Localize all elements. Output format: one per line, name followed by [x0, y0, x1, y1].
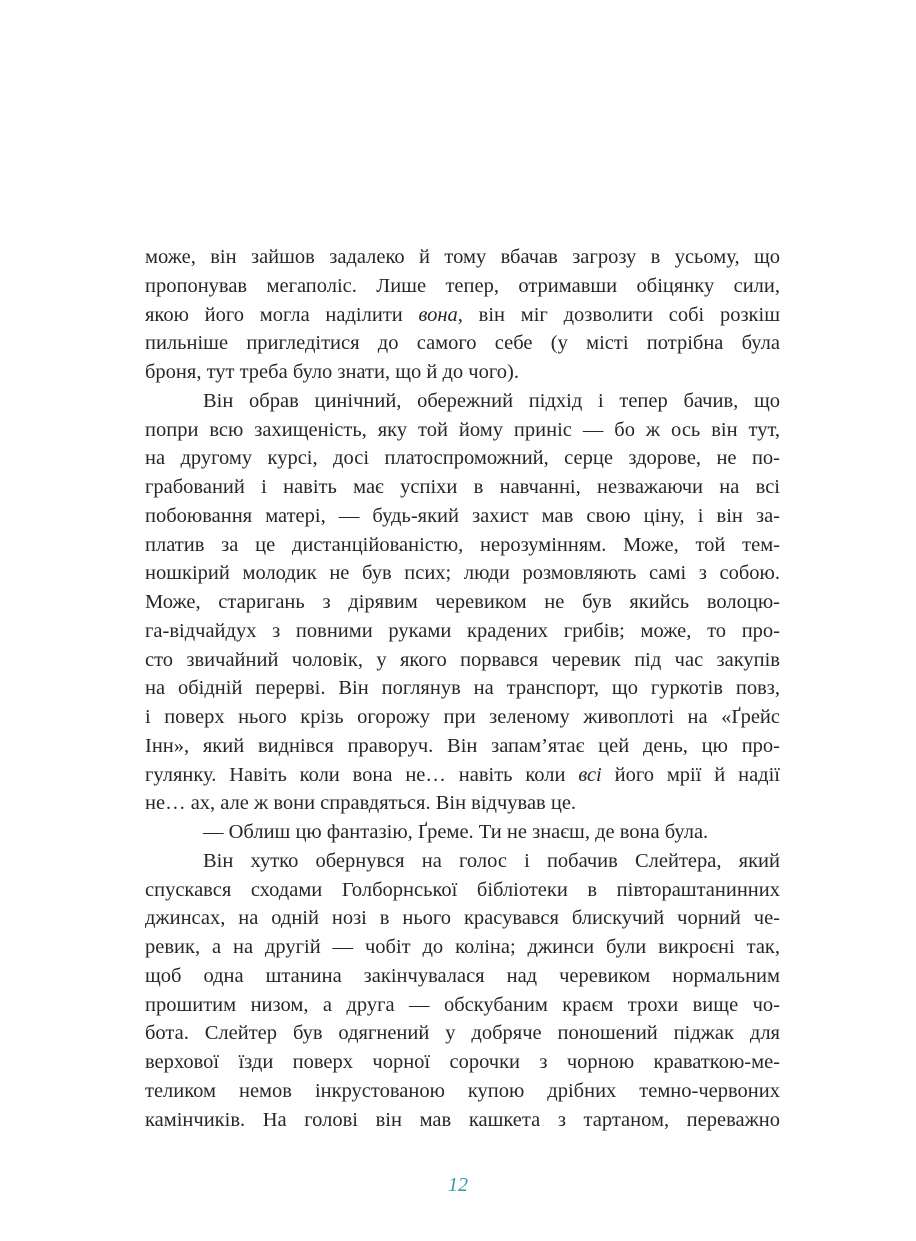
text-line: [145, 1048, 780, 1077]
text-segment: бота. Слейтер був одягнений у добряче поношений піджак для: [145, 1022, 780, 1045]
text-line: [145, 1077, 780, 1106]
text-segment: — Облиш цю фантазію, Ґреме. Ти не знаєш, де вона була.: [203, 821, 709, 843]
text-line: [145, 243, 780, 272]
text-line: [145, 761, 780, 790]
text-segment: сто звичайний чоловік, у якого порвався черевик під час закупів: [145, 648, 780, 671]
text-line: [145, 444, 780, 473]
text-line: [145, 531, 780, 560]
text-line: [145, 502, 780, 531]
text-line: [145, 933, 780, 962]
text-line: [145, 617, 780, 646]
text-segment: якою його могла наділити: [145, 303, 419, 326]
text-segment: на обідній перерві. Він поглянув на транспорт, що гуркотів повз,: [145, 677, 780, 700]
page-number: 12: [448, 1174, 468, 1196]
text-segment: гулянку. Навіть коли вона не… навіть коли: [145, 763, 579, 786]
text-segment: попри всю захищеність, яку той йому приніс — бо ж ось він тут,: [145, 418, 780, 441]
text-line: [145, 473, 780, 502]
text-segment: не… ах, але ж вони справдяться. Він відчував це.: [145, 792, 577, 815]
text-segment: броня, тут треба було знати, що й до чого).: [145, 361, 519, 383]
emphasized-text: вона: [418, 303, 458, 326]
text-segment: платив за це дистанційованістю, нерозумінням. Може, той тем-: [145, 533, 780, 556]
text-segment: на другому курсі, досі платоспроможний, серце здорове, не по-: [145, 447, 780, 470]
text-segment: пропонував мегаполіс. Лише тепер, отримавши обіцянку сили,: [145, 274, 780, 297]
text-segment: Може, старигань з дірявим черевиком не був якийсь волоцю-: [145, 591, 780, 613]
text-line: [145, 876, 780, 905]
text-line: [145, 991, 780, 1020]
text-segment: джинсах, на одній нозі в нього красувався блискучий чорний че-: [145, 907, 780, 930]
text-line: [145, 847, 780, 876]
emphasized-text: всі: [578, 763, 602, 786]
text-line: [145, 416, 780, 445]
text-line: [145, 301, 780, 330]
text-segment: ношкірий молодик не був псих; люди розмовляють самі з собою.: [145, 562, 780, 585]
text-segment: га-відчайдух з повними руками крадених грибів; може, то про-: [145, 619, 780, 642]
text-line: [145, 588, 780, 617]
text-segment: теликом немов інкрустованою купою дрібних темно-червоних: [145, 1079, 780, 1102]
text-segment: і поверх нього крізь огорожу при зеленому живоплоті на «Ґрейс: [145, 706, 780, 728]
text-line: [145, 329, 780, 358]
text-segment: пильніше пригледітися до самого себе (у місті потрібна була: [145, 332, 780, 355]
text-segment: ревик, а на другій — чобіт до коліна; джинси були викроєні так,: [145, 936, 780, 958]
text-segment: щоб одна штанина закінчувалася над черевиком нормальним: [145, 964, 780, 987]
text-segment: прошитим низом, а друга — обскубаним краєм трохи вище чо-: [145, 993, 780, 1016]
text-line: [145, 646, 780, 675]
text-segment: грабований і навіть має успіхи в навчанні, незважаючи на всі: [145, 476, 780, 498]
text-segment: Він обрав цинічний, обережний підхід і тепер бачив, що: [203, 389, 780, 412]
text-line: [145, 962, 780, 991]
text-segment: камінчиків. На голові він мав кашкета з тартаном, переважно: [145, 1108, 780, 1131]
text-segment: побоювання матері, — будь-який захист мав свою ціну, і він за-: [145, 504, 780, 527]
text-segment: може, він зайшов задалеко й тому вбачав загрозу в усьому, що: [145, 246, 780, 268]
text-line: [145, 732, 780, 761]
text-line: [145, 703, 780, 732]
text-line: [145, 904, 780, 933]
text-segment: його мрії й надії: [601, 763, 780, 786]
text-segment: Інн», який виднівся праворуч. Він запам’ятає цей день, цю про-: [145, 734, 780, 757]
text-line: [145, 789, 780, 818]
text-segment: Він хутко обернувся на голос і побачив Слейтера, який: [203, 849, 780, 872]
text-segment: верхової їзди поверх чорної сорочки з чорною краваткою-ме-: [145, 1051, 780, 1073]
text-segment: спускався сходами Голборнської бібліотеки в півтораштанинних: [145, 878, 780, 901]
text-line: [145, 674, 780, 703]
text-segment: , він міг дозволити собі розкіш: [457, 303, 780, 326]
body-text: [145, 243, 780, 1134]
text-line: [145, 387, 780, 416]
text-line: [145, 1019, 780, 1048]
text-line: [145, 1106, 780, 1135]
text-line: [145, 358, 780, 387]
text-line: [145, 559, 780, 588]
text-line: [145, 818, 780, 847]
text-line: [145, 272, 780, 301]
